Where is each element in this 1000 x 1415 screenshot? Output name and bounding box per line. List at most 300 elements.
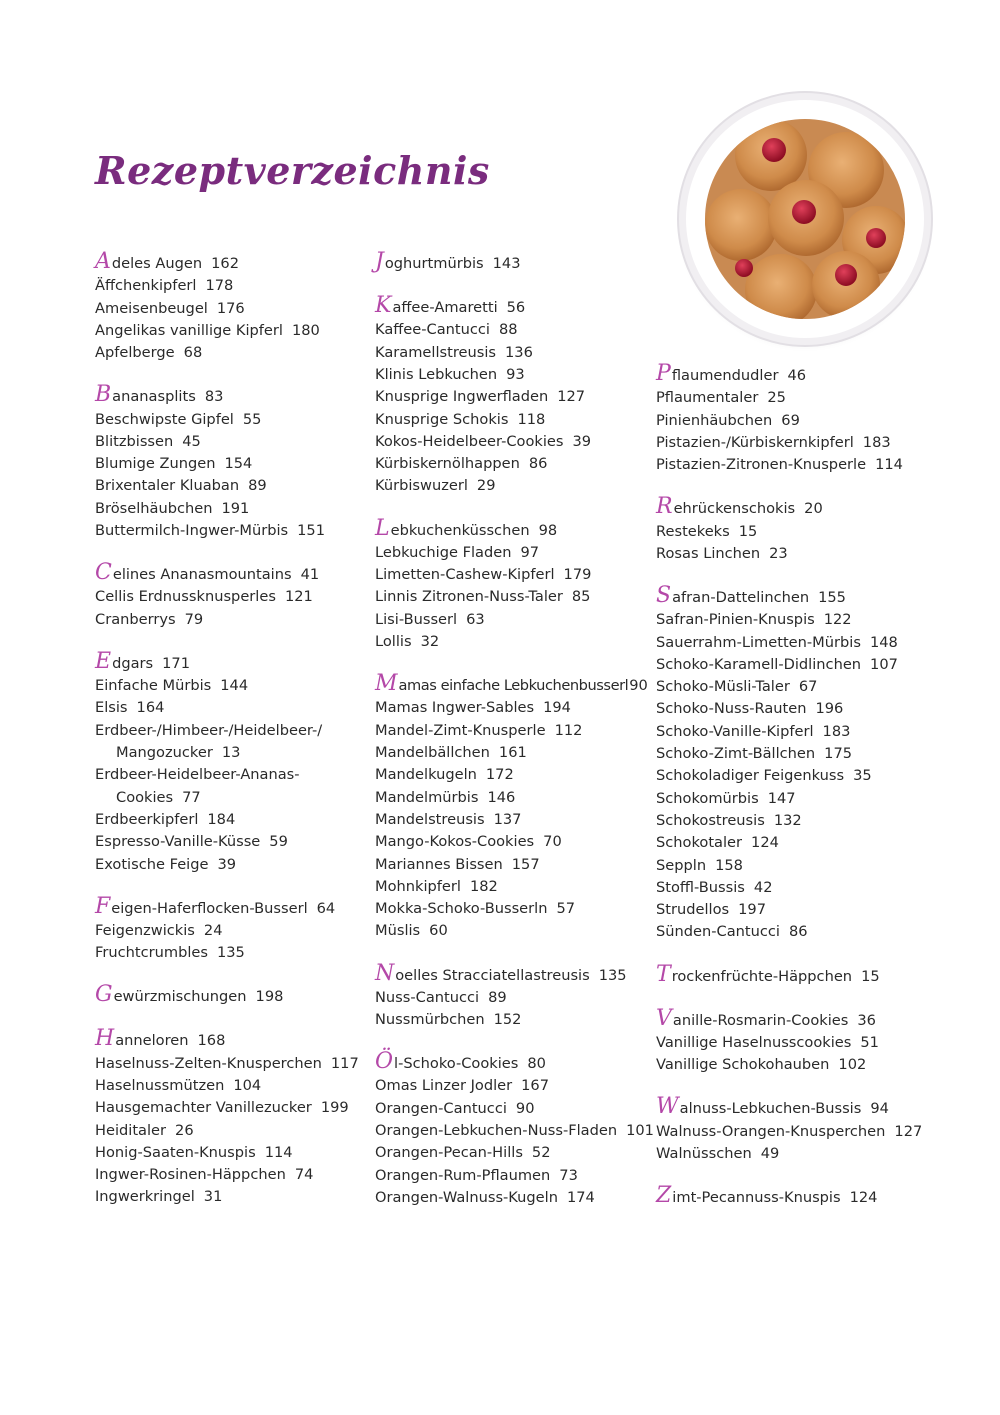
page-number: 143	[492, 255, 521, 272]
index-entry	[375, 1120, 655, 1142]
initial-letter: H	[95, 1026, 115, 1052]
recipe-name: Ingwer-Rosinen-Häppchen	[95, 1166, 286, 1184]
index-entry	[95, 275, 375, 297]
recipe-name: Pistazien-Zitronen-Knusperle	[656, 456, 867, 474]
index-entry	[656, 1121, 936, 1143]
index-group-a	[95, 249, 375, 364]
page-number: 198	[255, 988, 284, 1006]
recipe-name: Kokos-Heidelbeer-Cookies	[375, 432, 564, 450]
recipe-name: Lebkuchige Fladen	[375, 543, 512, 561]
recipe-name: Ameisenbeugel	[95, 299, 208, 317]
page-number: 60	[429, 922, 448, 940]
index-entry	[375, 920, 655, 942]
index-entry	[375, 386, 655, 408]
recipe-name: Restekeks	[656, 522, 730, 540]
page-number: 104	[233, 1076, 262, 1094]
page-number: 136	[505, 343, 533, 361]
initial-letter: N	[375, 960, 395, 986]
page-number: 167	[521, 1077, 549, 1095]
index-entry	[656, 543, 936, 565]
index-column-1	[95, 249, 375, 1231]
index-entry	[375, 960, 655, 987]
recipe-name: Schokomürbis	[656, 789, 759, 807]
index-entry	[375, 609, 655, 631]
recipe-name: Kürbiswuzerl	[375, 477, 468, 495]
recipe-name: Cookies	[116, 788, 174, 806]
index-entry	[656, 432, 936, 454]
index-entry	[375, 342, 655, 364]
page-number: 127	[894, 1122, 923, 1140]
index-entry	[656, 387, 936, 409]
recipe-name: deles Augen	[111, 255, 203, 272]
recipe-name: Pflaumentaler	[656, 389, 759, 407]
index-entry	[95, 697, 375, 719]
index-entry	[375, 1187, 655, 1209]
page-number: 89	[488, 988, 507, 1006]
recipe-name: Elsis	[95, 699, 128, 717]
page-number: 59	[269, 833, 288, 851]
recipe-name: Mohnkipferl	[375, 877, 461, 895]
page-number: 182	[469, 877, 498, 895]
recipe-name: Sünden-Cantucci	[656, 923, 780, 941]
index-entry	[375, 1049, 655, 1075]
initial-letter: R	[656, 494, 673, 520]
index-entry	[95, 920, 375, 942]
initial-letter: V	[656, 1005, 672, 1031]
initial-letter: P	[656, 361, 671, 386]
index-entry	[95, 787, 375, 809]
index-entry	[375, 542, 655, 564]
page-number: 56	[506, 299, 526, 317]
page-number: 25	[767, 389, 786, 407]
recipe-name: Espresso-Vanille-Küsse	[95, 833, 261, 851]
recipe-name: Vanillige Haselnusscookies	[656, 1033, 852, 1051]
page-number: 178	[205, 277, 234, 295]
index-entry	[95, 1026, 375, 1052]
recipe-name: Stoffl-Bussis	[656, 878, 745, 896]
recipe-name: Knusprige Schokis	[375, 410, 509, 428]
recipe-name: Klinis Lebkuchen	[375, 365, 498, 383]
index-group-t	[656, 961, 936, 988]
recipe-name: Kaffee-Cantucci	[375, 321, 490, 339]
recipe-name: Fruchtcrumbles	[95, 944, 208, 962]
recipe-name: Sauerrahm-Limetten-Mürbis	[656, 633, 861, 651]
recipe-name: Mandelkugeln	[375, 766, 477, 784]
recipe-name: Nussmürbchen	[375, 1011, 485, 1029]
index-entry	[95, 648, 375, 675]
page-number: 184	[207, 810, 236, 828]
recipe-name: ananasplits	[112, 388, 196, 406]
index-entry	[656, 1143, 936, 1165]
index-entry	[656, 765, 936, 787]
page-number: 64	[316, 899, 336, 917]
page-number: 176	[216, 299, 245, 317]
index-entry	[95, 809, 375, 831]
initial-letter: J	[375, 249, 384, 274]
page-number: 135	[216, 944, 245, 962]
page-number: 124	[751, 834, 779, 852]
index-entry	[95, 609, 375, 631]
recipe-name: ehrückenschokis	[673, 500, 796, 518]
recipe-name: ewürzmischungen	[113, 988, 247, 1006]
recipe-name: Mandelbällchen	[375, 744, 490, 762]
index-entry	[375, 720, 655, 742]
page-number: 146	[487, 788, 516, 806]
recipe-name: Erdbeer-Heidelbeer-Ananas-	[95, 766, 300, 784]
recipe-name: Limetten-Cashew-Kipferl	[375, 566, 555, 584]
page-number: 174	[566, 1188, 595, 1206]
recipe-name: Nuss-Cantucci	[375, 988, 480, 1006]
index-entry	[656, 410, 936, 432]
index-entry	[95, 1120, 375, 1142]
recipe-name: Mamas Ingwer-Sables	[375, 699, 535, 717]
recipe-name: alnuss-Lebkuchen-Bussis	[679, 1100, 862, 1118]
page-number: 122	[823, 611, 852, 629]
recipe-name: Ingwerkringel	[95, 1188, 195, 1206]
index-entry	[656, 1094, 936, 1120]
index-group-j	[375, 249, 655, 275]
recipe-name: l-Schoko-Cookies	[394, 1055, 519, 1073]
index-entry	[95, 1075, 375, 1097]
page-number: 97	[520, 543, 540, 561]
page-number: 70	[543, 833, 562, 851]
index-entry	[95, 498, 375, 520]
initial-letter: K	[375, 293, 392, 319]
index-entry	[656, 698, 936, 720]
page-number: 80	[527, 1055, 546, 1073]
index-column-3	[656, 361, 936, 1231]
page-number: 74	[294, 1166, 314, 1184]
index-entry	[95, 586, 375, 608]
recipe-name: Orangen-Cantucci	[375, 1099, 507, 1117]
page-number: 67	[798, 678, 818, 696]
page-number: 89	[248, 477, 267, 495]
initial-letter: E	[95, 648, 112, 674]
index-entry	[375, 453, 655, 475]
index-entry	[95, 320, 375, 342]
page-number: 151	[297, 522, 325, 540]
recipe-name: Schoko-Müsli-Taler	[656, 678, 790, 696]
index-entry	[656, 855, 936, 877]
index-entry	[95, 1186, 375, 1208]
page-number: 46	[787, 367, 807, 384]
page-number: 31	[203, 1188, 223, 1206]
index-group-f	[95, 893, 375, 965]
index-entry	[95, 982, 375, 1008]
page-number: 112	[554, 721, 583, 739]
page-number: 137	[493, 810, 522, 828]
index-entry	[656, 1054, 936, 1076]
page-number: 158	[715, 856, 743, 874]
index-entry	[375, 475, 655, 497]
page-number: 191	[221, 499, 250, 517]
recipe-name: Strudellos	[656, 901, 730, 919]
recipe-name: Erdbeerkipferl	[95, 810, 199, 828]
page-number: 35	[853, 767, 872, 785]
recipe-name: rockenfrüchte-Häppchen	[671, 967, 853, 985]
page-number: 162	[211, 255, 239, 272]
index-entry	[656, 1005, 936, 1032]
recipe-name: Schoko-Zimt-Bällchen	[656, 745, 816, 763]
page-number: 63	[466, 610, 485, 628]
index-entry	[375, 742, 655, 764]
page-number: 83	[204, 388, 224, 406]
index-entry	[95, 520, 375, 542]
recipe-name: Orangen-Rum-Pflaumen	[375, 1166, 551, 1184]
page-number: 144	[220, 677, 249, 695]
index-entry	[95, 1097, 375, 1119]
page-number: 154	[224, 455, 253, 473]
page-number: 157	[511, 855, 540, 873]
page-number: 127	[557, 388, 586, 406]
page-number: 93	[506, 365, 525, 383]
index-entry	[375, 1142, 655, 1164]
page-number: 124	[849, 1188, 878, 1206]
page-number: 135	[598, 966, 627, 984]
initial-letter: W	[656, 1094, 679, 1120]
index-group-l	[375, 515, 655, 654]
page-number: 55	[242, 410, 262, 428]
page-number: 90	[515, 1099, 535, 1117]
index-group-h	[95, 1026, 375, 1208]
recipe-name: Kürbiskernölhappen	[375, 455, 520, 473]
recipe-name: Hausgemachter Vanillezucker	[95, 1099, 312, 1117]
recipe-name: Angelikas vanillige Kipferl	[95, 321, 283, 339]
recipe-name: Cranberrys	[95, 610, 176, 628]
recipe-name: Apfelberge	[95, 344, 175, 362]
page-number: 117	[330, 1054, 359, 1072]
recipe-name: flaumendudler	[671, 367, 779, 384]
index-entry	[375, 1009, 655, 1031]
recipe-name: Orangen-Pecan-Hills	[375, 1144, 523, 1162]
index-entry	[95, 342, 375, 364]
page-number: 114	[264, 1143, 293, 1161]
recipe-name: Mokka-Schoko-Busserln	[375, 900, 548, 918]
page-number: 102	[838, 1056, 867, 1074]
index-entry	[375, 697, 655, 719]
index-group-g	[95, 982, 375, 1008]
initial-letter: A	[95, 249, 111, 274]
index-column-2	[375, 249, 655, 1231]
recipe-name: Mandel-Zimt-Knusperle	[375, 721, 546, 739]
recipe-name: elines Ananasmountains	[112, 566, 292, 584]
initial-letter: Ö	[375, 1049, 394, 1075]
index-entry	[656, 743, 936, 765]
index-entry	[375, 876, 655, 898]
index-entry	[95, 249, 375, 275]
index-entry	[95, 453, 375, 475]
index-entry	[375, 631, 655, 653]
recipe-name: oghurtmürbis	[384, 255, 484, 272]
page-number: 180	[291, 321, 320, 339]
recipe-name: Exotische Feige	[95, 855, 209, 873]
recipe-name: amas einfache Lebkuchenbusserl	[398, 677, 629, 695]
index-group-r	[656, 494, 936, 565]
initial-letter: B	[95, 382, 112, 408]
index-entry	[95, 1164, 375, 1186]
index-entry	[375, 898, 655, 920]
index-entry	[656, 521, 936, 543]
page-number: 23	[769, 544, 788, 562]
page-number: 147	[767, 789, 796, 807]
index-group-n	[375, 960, 655, 1032]
page-number: 172	[485, 766, 514, 784]
index-entry	[656, 361, 936, 387]
index-entry	[95, 560, 375, 586]
recipe-name: anneloren	[115, 1032, 189, 1050]
recipe-name: Mango-Kokos-Cookies	[375, 833, 535, 851]
index-entry	[375, 787, 655, 809]
recipe-name: Bröselhäubchen	[95, 499, 213, 517]
recipe-name: Seppln	[656, 856, 707, 874]
page-title: Rezeptverzeichnis	[95, 148, 490, 193]
recipe-name: Haselnuss-Zelten-Knusperchen	[95, 1054, 322, 1072]
initial-letter: C	[95, 560, 112, 586]
page-number: 51	[860, 1033, 879, 1051]
index-entry	[375, 586, 655, 608]
page-number: 73	[559, 1166, 578, 1184]
recipe-name: oelles Stracciatellastreusis	[395, 966, 590, 984]
index-entry	[375, 515, 655, 542]
recipe-name: Buttermilch-Ingwer-Mürbis	[95, 522, 289, 540]
index-entry	[656, 961, 936, 988]
page-number: 13	[221, 744, 241, 762]
recipe-name: affee-Amaretti	[392, 299, 498, 317]
index-entry	[95, 742, 375, 764]
page-number: 197	[738, 901, 766, 919]
index-entry	[95, 764, 375, 786]
initial-letter: T	[656, 961, 671, 987]
recipe-name: Schoko-Nuss-Rauten	[656, 700, 807, 718]
index-entry	[375, 831, 655, 853]
recipe-name: imt-Pecannuss-Knuspis	[672, 1188, 841, 1206]
page-number: 26	[175, 1121, 194, 1139]
index-entry	[656, 632, 936, 654]
page-number: 168	[197, 1032, 226, 1050]
index-group-p	[656, 361, 936, 476]
index-entry	[656, 921, 936, 943]
recipe-name: Schokotaler	[656, 834, 743, 852]
index-entry	[375, 764, 655, 786]
index-entry	[95, 831, 375, 853]
recipe-name: Feigenzwickis	[95, 921, 195, 939]
recipe-name: Brixentaler Kluaban	[95, 477, 240, 495]
recipe-name: afran-Dattelinchen	[672, 588, 810, 606]
page-number: 164	[136, 699, 165, 717]
index-group-s	[656, 582, 936, 944]
index-entry	[656, 1032, 936, 1054]
recipe-name: Omas Linzer Jodler	[375, 1077, 513, 1095]
page-number: 15	[738, 522, 758, 540]
page-number: 15	[861, 967, 880, 985]
page-number: 90	[629, 677, 648, 695]
index-entry	[95, 1142, 375, 1164]
recipe-name: Haselnussmützen	[95, 1076, 225, 1094]
index-entry	[375, 564, 655, 586]
index-entry	[656, 810, 936, 832]
index-entry	[95, 298, 375, 320]
index-entry	[375, 1098, 655, 1120]
index-entry	[95, 382, 375, 408]
index-entry	[95, 1053, 375, 1075]
page-number: 194	[543, 699, 571, 717]
recipe-name: Blitzbissen	[95, 432, 174, 450]
index-group-b	[95, 382, 375, 542]
index-entry	[375, 319, 655, 341]
page-number: 32	[420, 633, 440, 651]
recipe-name: dgars	[112, 654, 154, 672]
index-entry	[375, 431, 655, 453]
recipe-name: eigen-Haferflocken-Busserl	[111, 899, 308, 917]
initial-letter: Z	[656, 1182, 672, 1208]
recipe-name: Safran-Pinien-Knuspis	[656, 611, 815, 629]
page-number: 183	[822, 722, 851, 740]
page-number: 199	[320, 1099, 349, 1117]
page-number: 79	[184, 610, 204, 628]
recipe-name: Walnuss-Orangen-Knusperchen	[656, 1122, 886, 1140]
recipe-name: Linnis Zitronen-Nuss-Taler	[375, 588, 563, 606]
index-entry	[375, 409, 655, 431]
index-entry	[95, 942, 375, 964]
page-number: 118	[517, 410, 546, 428]
recipe-name: ebkuchenküsschen	[390, 521, 530, 539]
index-entry	[656, 494, 936, 520]
recipe-name: Schokoladiger Feigenkuss	[656, 767, 845, 785]
page-number: 68	[183, 344, 203, 362]
page-number: 132	[773, 811, 802, 829]
recipe-name: Vanillige Schokohauben	[656, 1056, 830, 1074]
initial-letter: M	[375, 671, 398, 697]
page-number: 20	[804, 500, 823, 518]
recipe-name: Lisi-Busserl	[375, 610, 458, 628]
index-group-m	[375, 671, 655, 943]
initial-letter: L	[375, 515, 390, 541]
recipe-name: anille-Rosmarin-Cookies	[672, 1011, 849, 1029]
recipe-name: Mandelmürbis	[375, 788, 479, 806]
recipe-name: Äffchenkipferl	[95, 277, 197, 295]
index-group-ö	[375, 1049, 655, 1209]
index-entry	[95, 720, 375, 742]
index-entry	[656, 654, 936, 676]
recipe-name: Orangen-Walnuss-Kugeln	[375, 1188, 558, 1206]
page-number: 45	[182, 432, 201, 450]
index-group-z	[656, 1182, 936, 1209]
index-entry	[95, 475, 375, 497]
page-number: 86	[528, 455, 548, 473]
recipe-name: Erdbeer-/Himbeer-/Heidelbeer-/	[95, 721, 323, 739]
index-entry	[656, 788, 936, 810]
index-entry	[656, 721, 936, 743]
recipe-name: Schokostreusis	[656, 811, 765, 829]
initial-letter: S	[656, 582, 672, 608]
page-number: 77	[182, 788, 201, 806]
page-number: 42	[753, 878, 773, 896]
recipe-name: Rosas Linchen	[656, 544, 761, 562]
index-entry	[656, 899, 936, 921]
recipe-name: Schoko-Vanille-Kipferl	[656, 722, 814, 740]
page-number: 29	[476, 477, 496, 495]
index-group-c	[95, 560, 375, 631]
page-number: 69	[781, 411, 800, 429]
index-entry	[375, 364, 655, 386]
recipe-name: Schoko-Karamell-Didlinchen	[656, 655, 862, 673]
recipe-name: Heiditaler	[95, 1121, 167, 1139]
index-group-k	[375, 293, 655, 498]
page-number: 98	[538, 521, 558, 539]
recipe-name: Einfache Mürbis	[95, 677, 212, 695]
page-number: 52	[531, 1144, 551, 1162]
index-entry	[95, 675, 375, 697]
